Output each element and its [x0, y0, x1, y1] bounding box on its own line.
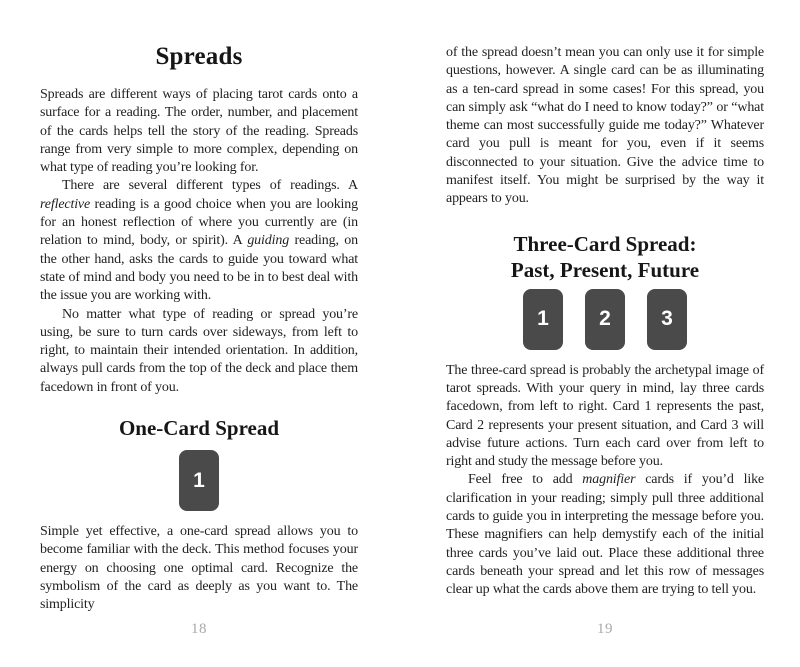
body-paragraph: Feel free to add magnifier cards if you’d like clarification in your reading; simply pull three additional cards to guide you in interpreting the message before you. These magnifiers can help demystify each of the initial three cards you’ve laid out. Place these additional three cards beneath your spread and let this row of messages clear up what the cards above them are trying to tell you.: [446, 472, 764, 598]
tarot-card-number: 2: [599, 307, 611, 331]
page-number-right: 19: [597, 621, 613, 637]
section-title-one-card-spread: One-Card Spread: [118, 416, 280, 441]
tarot-card-number: 3: [661, 307, 673, 331]
one-card-spread-figure: [40, 450, 358, 511]
section-title-line2: Past, Present, Future: [510, 257, 700, 282]
section-title-three-card-spread: [446, 231, 764, 283]
tarot-card-number: 1: [193, 468, 205, 492]
page-number-left: 18: [191, 621, 207, 637]
tarot-card-2: [585, 289, 625, 350]
body-paragraph: Spreads are different ways of placing tarot cards onto a surface for a reading. The order, number, and placement of the cards helps tell the story of the reading. Spreads range from very simple to more complex, depending on what type of reading you’re looking for.: [40, 87, 358, 176]
body-paragraph: Simple yet effective, a one-card spread allows you to become familiar with the deck. This method focuses your energy on choosing one optimal card. Recognize the symbolism of the card as deeply as you want to. The simplicity: [40, 524, 358, 613]
tarot-card-number: 1: [537, 307, 549, 331]
three-card-spread-figure: [446, 289, 764, 350]
page-left: [40, 0, 358, 667]
section-title-line1: Three-Card Spread:: [513, 231, 697, 256]
body-paragraph: No matter what type of reading or spread you’re using, be sure to turn cards over sideways, from left to right, to maintain their intended orientation. In addition, always pull cards from the top of the deck and place them facedown in front of you.: [40, 306, 358, 395]
tarot-card-1: [179, 450, 219, 511]
body-paragraph: The three-card spread is probably the archetypal image of tarot spreads. With your query in mind, lay three cards facedown, from left to right. Card 1 represents the past, Card 2 represents your present situation, and Card 3 will advise future actions. Turn each card over from left to right and study the message before you.: [446, 362, 764, 470]
body-paragraph: of the spread doesn’t mean you can only use it for simple questions, however. A single card can be as illuminating as a ten-card spread in some cases! For this spread, you can simply ask “what do I need to know today?” or “what theme can most successfully guide me today?” Whatever card you pull is meant for you, even if it seems disconnected to your situation. Give the advice time to manifest itself. You might be surprised by the way it appears to you.: [446, 45, 764, 207]
body-paragraph: There are several different types of readings. A reflective reading is a good choice when you are looking for an honest reflection of where you currently are (in relation to mind, body, or spirit). A guiding reading, on the other hand, asks the cards to guide you toward what state of mind and body you need to be in to best deal with the issue you are working with.: [40, 178, 358, 304]
tarot-card-3: [647, 289, 687, 350]
page-right: [446, 0, 764, 667]
tarot-card-1: [523, 289, 563, 350]
chapter-title: Spreads: [155, 43, 243, 70]
